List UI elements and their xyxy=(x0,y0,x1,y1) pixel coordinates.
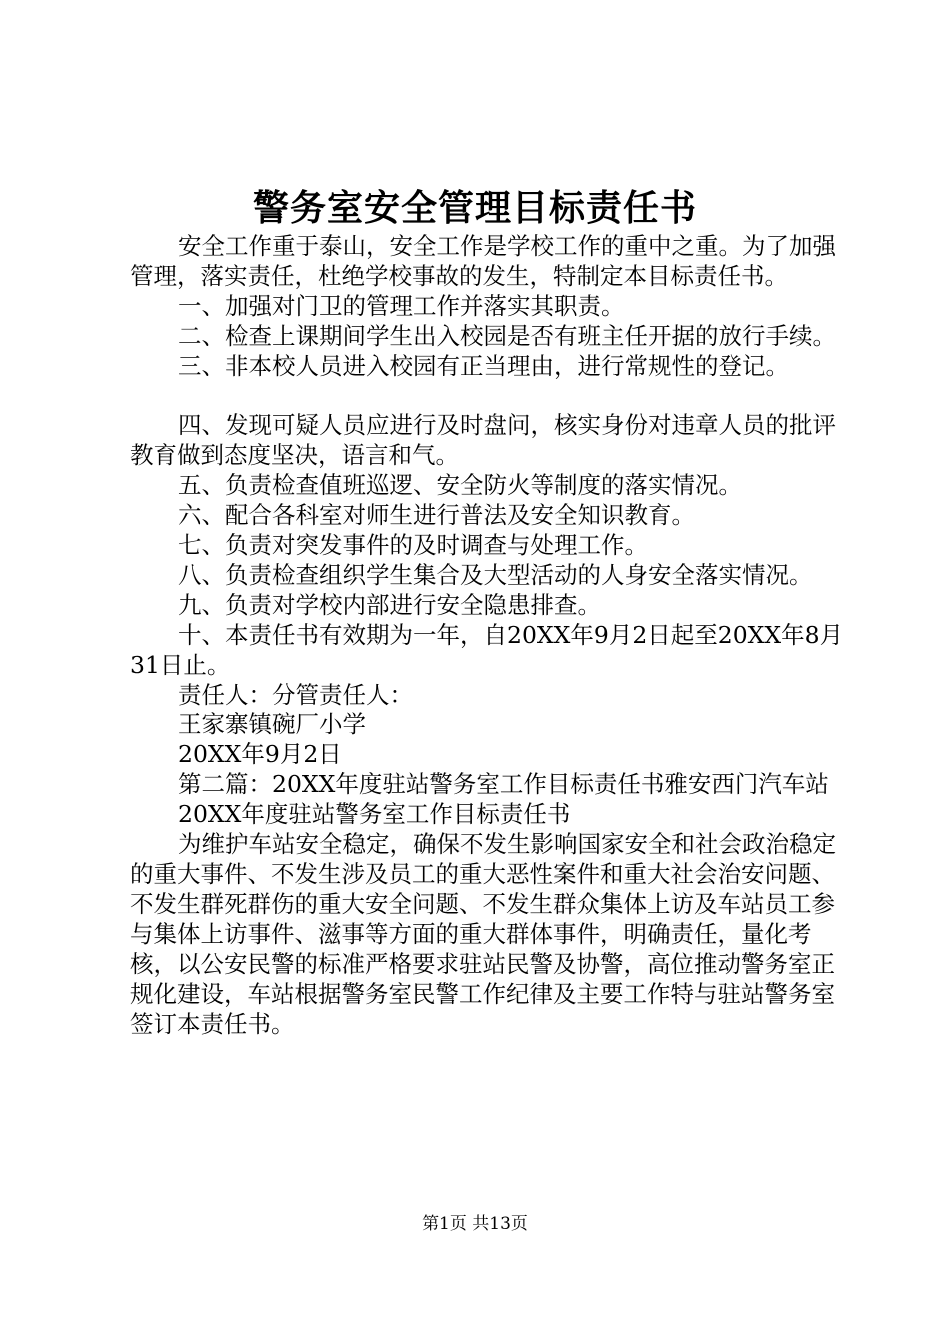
intro-paragraph: 安全工作重于泰山，安全工作是学校工作的重中之重。为了加强管理，落实责任，杜绝学校事故的发生，特制定本目标责任书。 xyxy=(130,232,836,290)
clause-1: 一、加强对门卫的管理工作并落实其职责。 xyxy=(178,291,625,320)
clause-3: 三、非本校人员进入校园有正当理由，进行常规性的登记。 xyxy=(178,351,789,380)
clause-4: 四、发现可疑人员应进行及时盘问，核实身份对违章人员的批评教育做到态度坚决，语言和气。 xyxy=(130,411,836,470)
second-article-heading: 第二篇：20XX年度驻站警务室工作目标责任书雅安西门汽车站 xyxy=(178,770,829,799)
document-body xyxy=(130,232,850,1039)
second-article-paragraph: 为维护车站安全稳定，确保不发生影响国家安全和社会政治稳定的重大事件、不发生涉及员工的重大恶性案件和重大社会治安问题、不发生群死群伤的重大安全问题、不发生群众集体上访及车站员工参与集体上访事件、滋事等方面的重大群体事件，明确责任，量化考核，以公安民警的标准严格要求驻站民警及协警，高位推动警务室正规化建设，车站根据警务室民警工作纪律及主要工作特与驻站警务室签订本责任书。 xyxy=(130,830,836,1038)
clause-7: 七、负责对突发事件的及时调查与处理工作。 xyxy=(178,531,648,560)
document-title: 警务室安全管理目标责任书 xyxy=(252,187,697,229)
clause-8: 八、负责检查组织学生集合及大型活动的人身安全落实情况。 xyxy=(178,560,813,589)
clause-2: 二、检查上课期间学生出入校园是否有班主任开据的放行手续。 xyxy=(178,321,836,350)
clause-9: 九、负责对学校内部进行安全隐患排查。 xyxy=(178,590,601,619)
school-name: 王家寨镇碗厂小学 xyxy=(178,710,366,739)
clause-10: 十、本责任书有效期为一年，自20XX年9月2日起至20XX年8月31日止。 xyxy=(130,620,844,679)
clause-5: 五、负责检查值班巡逻、安全防火等制度的落实情况。 xyxy=(178,471,742,500)
page-footer: 第1页 共13页 xyxy=(422,1214,528,1234)
signing-date: 20XX年9月2日 xyxy=(178,740,342,769)
clause-6: 六、配合各科室对师生进行普法及安全知识教育。 xyxy=(178,501,695,530)
responsible-person-line: 责任人：分管责任人： xyxy=(178,680,413,709)
second-article-title: 20XX年度驻站警务室工作目标责任书 xyxy=(178,800,571,829)
